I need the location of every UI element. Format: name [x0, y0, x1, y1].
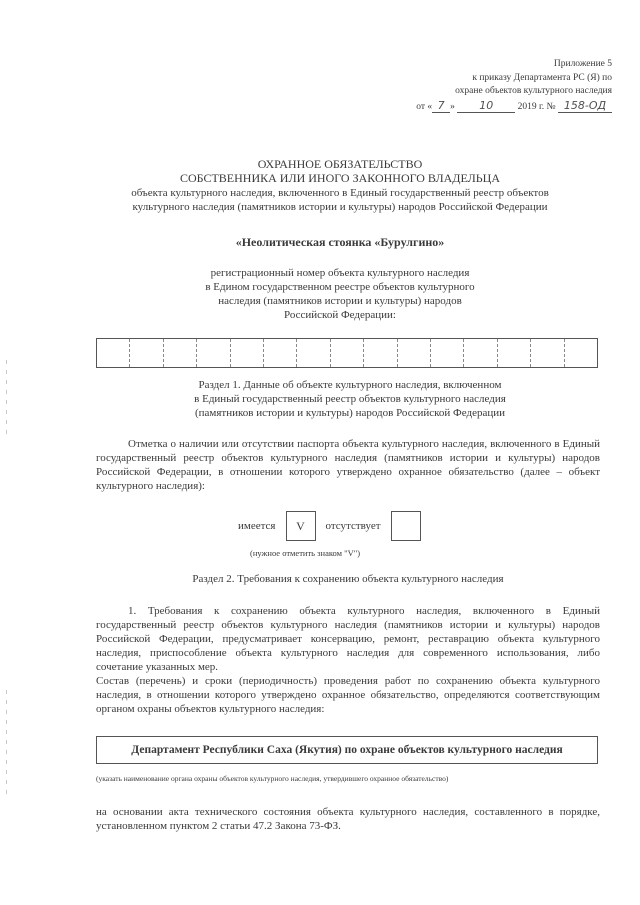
date-year: 2019 г. № [517, 101, 556, 112]
department-name-field[interactable]: Департамент Республики Саха (Якутия) по охране объектов культурного наследия [96, 736, 598, 764]
subtitle-line-1: объекта культурного наследия, включенного в Единый государственный реестр объектов [131, 187, 549, 199]
registration-number-grid[interactable] [96, 338, 598, 368]
passport-mark-paragraph: Отметка о наличии или отсутствии паспорта объекта культурного наследия, включенного в Единый государственный реестр объектов культурного наследия (памятников истории и культуры) народов Российской Федерации, в отношении которого утверждено охранное обязательство (далее – объект культурного наследия): [96, 438, 600, 492]
section-1-line-3: (памятников истории и культуры) народов Российской Федерации [194, 407, 505, 419]
document-subtitle [70, 186, 610, 214]
registration-digit-cell[interactable] [97, 339, 130, 367]
registration-digit-cell[interactable] [197, 339, 230, 367]
registration-digit-cell[interactable] [130, 339, 163, 367]
has-passport-label: имеется [238, 520, 276, 532]
works-composition-paragraph: Состав (перечень) и сроки (периодичность) проведения работ по сохранению объекта культурного наследия, в отношении которого утверждено охранное обязательство, определяются соответствующим органом охраны объектов культурного наследия: [96, 675, 600, 715]
date-prefix: от « [416, 101, 433, 112]
order-number: 158-ОД [558, 99, 612, 114]
title-line-2: СОБСТВЕННИКА ИЛИ ИНОГО ЗАКОННОГО ВЛАДЕЛЬЦА [179, 171, 500, 185]
appendix-order-line: к приказу Департамента РС (Я) по [472, 72, 612, 83]
registration-digit-cell[interactable] [297, 339, 330, 367]
date-month: 10 [457, 99, 515, 114]
scan-margin-mark [6, 360, 7, 440]
appendix-department-line: охране объектов культурного наследия [455, 86, 612, 96]
registration-digit-cell[interactable] [431, 339, 464, 367]
requirements-paragraph: 1. Требования к сохранению объекта культурного наследия, включенного в Единый государственный реестр объектов культурного наследия (памятников истории и культуры) народов Российской Федерации, предусматривает консервацию, ремонт, реставрацию объекта культурного наследия, приспособление объекта культурного наследия для современного использования, либо сочетание указанных мер. [96, 605, 600, 673]
section-1-line-2: в Единый государственный реестр объектов культурного наследия [194, 393, 506, 405]
registration-digit-cell[interactable] [398, 339, 431, 367]
registration-caption [160, 266, 520, 322]
date-day: 7 [432, 99, 450, 114]
document-title [40, 157, 640, 185]
no-passport-checkbox[interactable] [391, 511, 421, 541]
has-passport-checkbox[interactable]: V [286, 511, 316, 541]
appendix-title: Приложение 5 [553, 59, 612, 69]
registration-line-2: в Едином государственном реестре объектов культурного [205, 281, 475, 293]
registration-digit-cell[interactable] [464, 339, 497, 367]
passport-mark-row [238, 511, 421, 541]
registration-digit-cell[interactable] [565, 339, 597, 367]
registration-digit-cell[interactable] [164, 339, 197, 367]
month-prefix: » [450, 101, 455, 112]
registration-digit-cell[interactable] [498, 339, 531, 367]
subtitle-line-2: культурного наследия (памятников истории и культуры) народов Российской Федерации [132, 201, 548, 213]
title-line-1: ОХРАННОЕ ОБЯЗАТЕЛЬСТВО [257, 157, 423, 171]
department-field-note: (указать наименование органа охраны объектов культурного наследия, утвердившего охранное обязательство) [96, 774, 449, 783]
registration-line-4: Российской Федерации: [284, 309, 396, 321]
registration-line-3: наследия (памятников истории и культуры) народов [218, 295, 462, 307]
registration-digit-cell[interactable] [531, 339, 564, 367]
registration-digit-cell[interactable] [231, 339, 264, 367]
appendix-date-line [372, 99, 612, 115]
scan-margin-mark [6, 690, 7, 800]
section-1-line-1: Раздел 1. Данные об объекте культурного наследия, включенном [198, 379, 502, 391]
mark-note: (нужное отметить знаком "V") [250, 548, 361, 558]
registration-digit-cell[interactable] [331, 339, 364, 367]
appendix-header [372, 58, 612, 114]
section-1-heading [140, 378, 560, 420]
section-2-heading: Раздел 2. Требования к сохранению объекта культурного наследия [192, 573, 504, 585]
registration-line-1: регистрационный номер объекта культурного наследия [210, 267, 470, 279]
registration-digit-cell[interactable] [264, 339, 297, 367]
registration-digit-cell[interactable] [364, 339, 397, 367]
object-name: «Неолитическая стоянка «Бурулгино» [235, 235, 445, 249]
basis-paragraph: на основании акта технического состояния объекта культурного наследия, составленного в порядке, установленном пунктом 2 статьи 47.2 Закона 73-ФЗ. [96, 806, 600, 832]
no-passport-label: отсутствует [325, 520, 381, 532]
